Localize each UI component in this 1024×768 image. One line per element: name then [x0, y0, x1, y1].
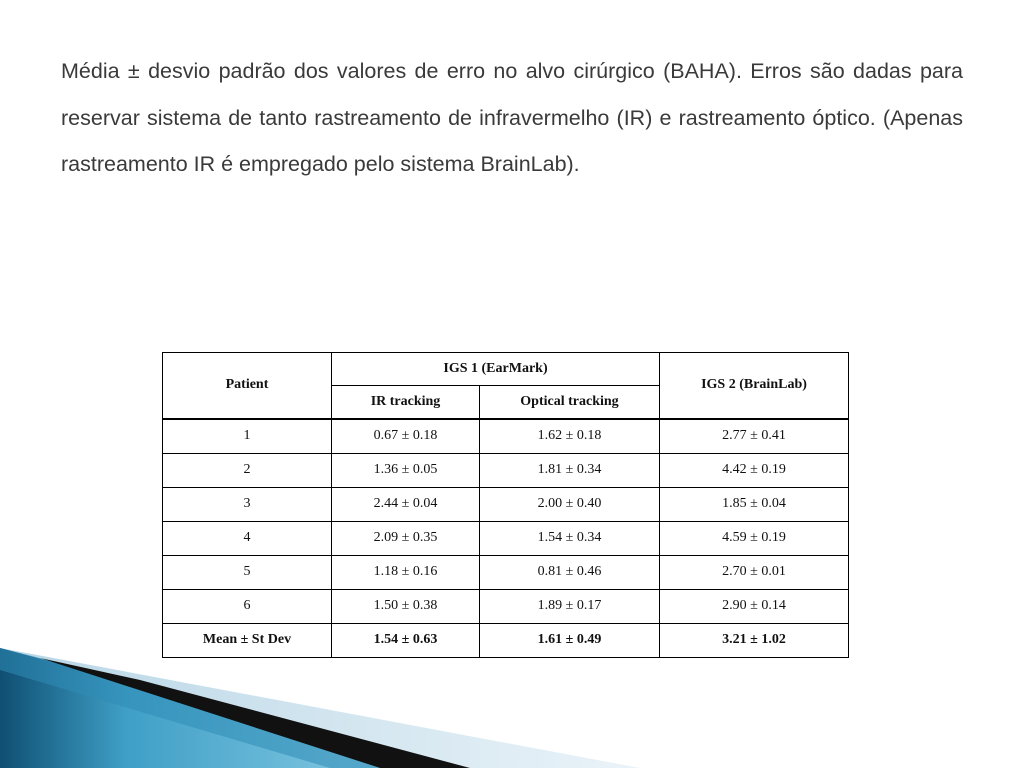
cell-mean-ir: 1.54 ± 0.63: [332, 623, 480, 657]
cell-mean-optical: 1.61 ± 0.49: [480, 623, 660, 657]
cell-optical: 2.00 ± 0.40: [480, 487, 660, 521]
cell-ir: 0.67 ± 0.18: [332, 419, 480, 454]
cell-igs2: 2.77 ± 0.41: [660, 419, 849, 454]
header-ir-tracking: IR tracking: [332, 386, 480, 419]
cell-patient: 1: [163, 419, 332, 454]
cell-patient: 5: [163, 555, 332, 589]
cell-ir: 2.09 ± 0.35: [332, 521, 480, 555]
table-header-row: [163, 353, 849, 386]
cell-ir: 1.18 ± 0.16: [332, 555, 480, 589]
slide-caption: Média ± desvio padrão dos valores de erro no alvo cirúrgico (BAHA). Erros são dadas para reservar sistema de tanto rastreamento de infravermelho (IR) e rastreamento óptico. (Apenas rastreamento IR é empregado pelo sistema BrainLab).: [61, 59, 963, 176]
table-row: [163, 487, 849, 521]
header-igs1: IGS 1 (EarMark): [332, 353, 660, 386]
cell-optical: 1.62 ± 0.18: [480, 419, 660, 454]
table-row: [163, 419, 849, 454]
header-optical-tracking: Optical tracking: [480, 386, 660, 419]
cell-ir: 1.36 ± 0.05: [332, 453, 480, 487]
results-table: [162, 352, 849, 658]
results-table-container: [162, 352, 848, 656]
decorative-swoosh: [0, 640, 1024, 768]
cell-igs2: 2.90 ± 0.14: [660, 589, 849, 623]
cell-igs2: 2.70 ± 0.01: [660, 555, 849, 589]
header-patient: Patient: [163, 353, 332, 419]
cell-patient: 4: [163, 521, 332, 555]
cell-igs2: 4.59 ± 0.19: [660, 521, 849, 555]
table-row: [163, 555, 849, 589]
cell-igs2: 1.85 ± 0.04: [660, 487, 849, 521]
cell-optical: 1.81 ± 0.34: [480, 453, 660, 487]
cell-ir: 1.50 ± 0.38: [332, 589, 480, 623]
table-row: [163, 453, 849, 487]
cell-patient: 3: [163, 487, 332, 521]
header-igs2: IGS 2 (BrainLab): [660, 353, 849, 419]
table-row: [163, 521, 849, 555]
cell-ir: 2.44 ± 0.04: [332, 487, 480, 521]
cell-optical: 0.81 ± 0.46: [480, 555, 660, 589]
cell-mean-label: Mean ± St Dev: [163, 623, 332, 657]
cell-patient: 6: [163, 589, 332, 623]
cell-igs2: 4.42 ± 0.19: [660, 453, 849, 487]
cell-mean-igs2: 3.21 ± 1.02: [660, 623, 849, 657]
table-row: [163, 589, 849, 623]
cell-patient: 2: [163, 453, 332, 487]
cell-optical: 1.54 ± 0.34: [480, 521, 660, 555]
cell-optical: 1.89 ± 0.17: [480, 589, 660, 623]
